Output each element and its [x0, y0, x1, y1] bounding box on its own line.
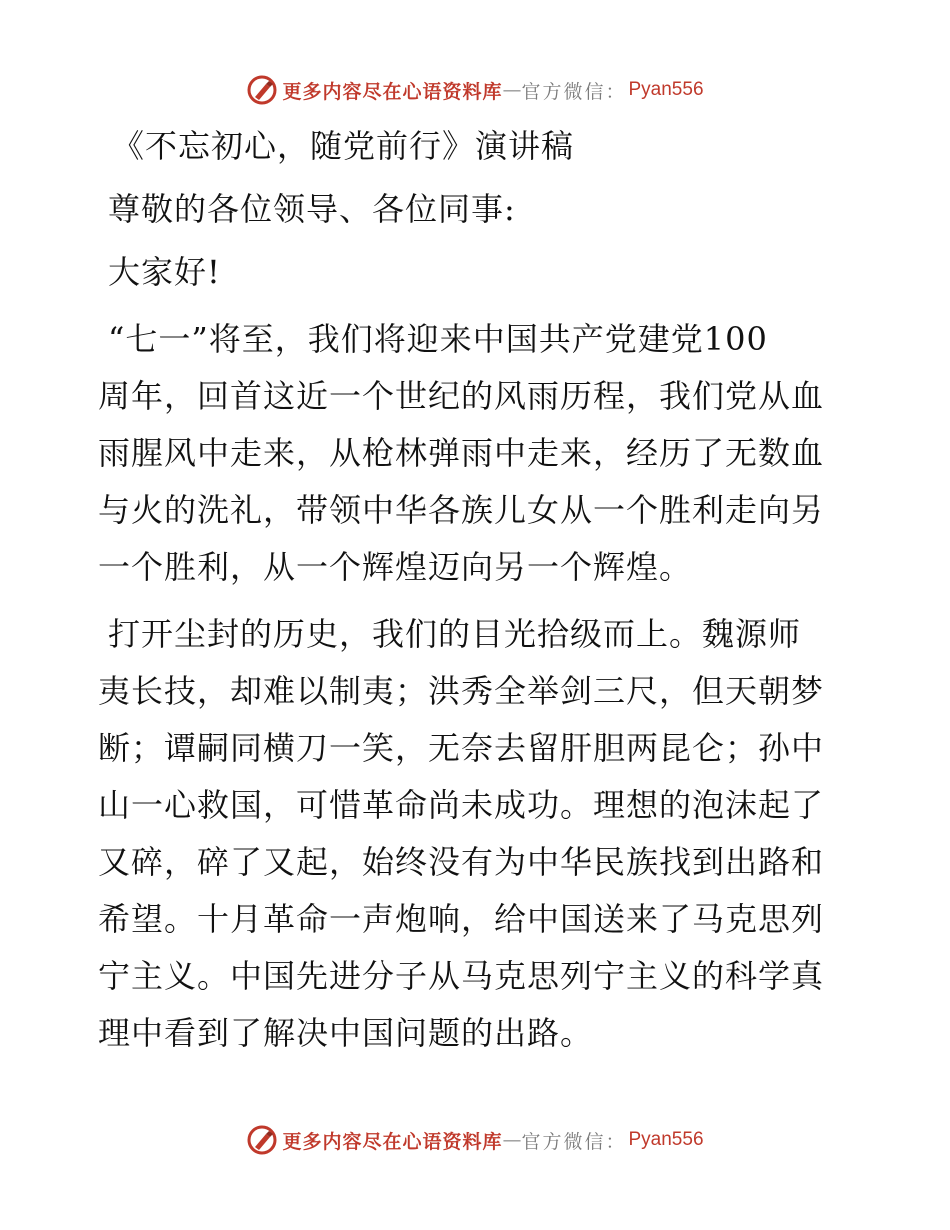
paragraph-line: 一个胜利，从一个辉煌迈向另一个辉煌。 [98, 548, 693, 586]
paragraph-1 [98, 311, 858, 596]
paragraph-line: 又碎，碎了又起，始终没有为中华民族找到出路和 [98, 843, 825, 881]
paragraph-2 [98, 606, 858, 1062]
paragraph-line: 理中看到了解决中国问题的出路。 [98, 1014, 594, 1052]
paragraph-line: 断；谭嗣同横刀一笑，无奈去留肝胆两昆仑；孙中 [98, 729, 825, 767]
banner-dash: — [502, 79, 522, 101]
footer-watermark-banner [0, 1120, 950, 1160]
paragraph-line: 打开尘封的历史，我们的目光拾级而上。魏源师 [108, 615, 802, 653]
banner-wechat-id: Pyan556 [628, 1129, 704, 1150]
paragraph-line: 山一心救国，可惜革命尚未成功。理想的泡沫起了 [98, 786, 825, 824]
paragraph-line: 雨腥风中走来，从枪林弹雨中走来，经历了无数血 [98, 434, 825, 472]
header-watermark-banner [0, 70, 950, 110]
paragraph-line: 宁主义。中国先进分子从马克思列宁主义的科学真 [98, 957, 825, 995]
paragraph-line: 与火的洗礼，带领中华各族儿女从一个胜利走向另 [98, 491, 825, 529]
pen-logo-icon [246, 1124, 278, 1156]
document-body [98, 118, 858, 1062]
paragraph-line: 希望。十月革命一声炮响，给中国送来了马克思列 [98, 900, 825, 938]
banner-wechat-id: Pyan556 [628, 79, 704, 100]
banner-dash: — [502, 1129, 522, 1151]
greeting: 大家好! [108, 253, 221, 291]
paragraph-line: 夷长技，却难以制夷；洪秀全举剑三尺，但天朝梦 [98, 672, 825, 710]
paragraph-line: 周年，回首这近一个世纪的风雨历程，我们党从血 [98, 377, 825, 415]
pen-logo-icon [246, 74, 278, 106]
paragraph-line: “七一”将至，我们将迎来中国共产党建党100 [108, 320, 768, 358]
document-title: 《不忘初心，随党前行》演讲稿 [112, 127, 575, 165]
banner-wechat-label: 官方微信： [521, 80, 627, 103]
salutation: 尊敬的各位领导、各位同事: [108, 190, 516, 228]
banner-wechat-label: 官方微信： [521, 1130, 627, 1153]
banner-main-text: 更多内容尽在心语资料库 [282, 1130, 503, 1153]
banner-main-text: 更多内容尽在心语资料库 [282, 80, 503, 103]
